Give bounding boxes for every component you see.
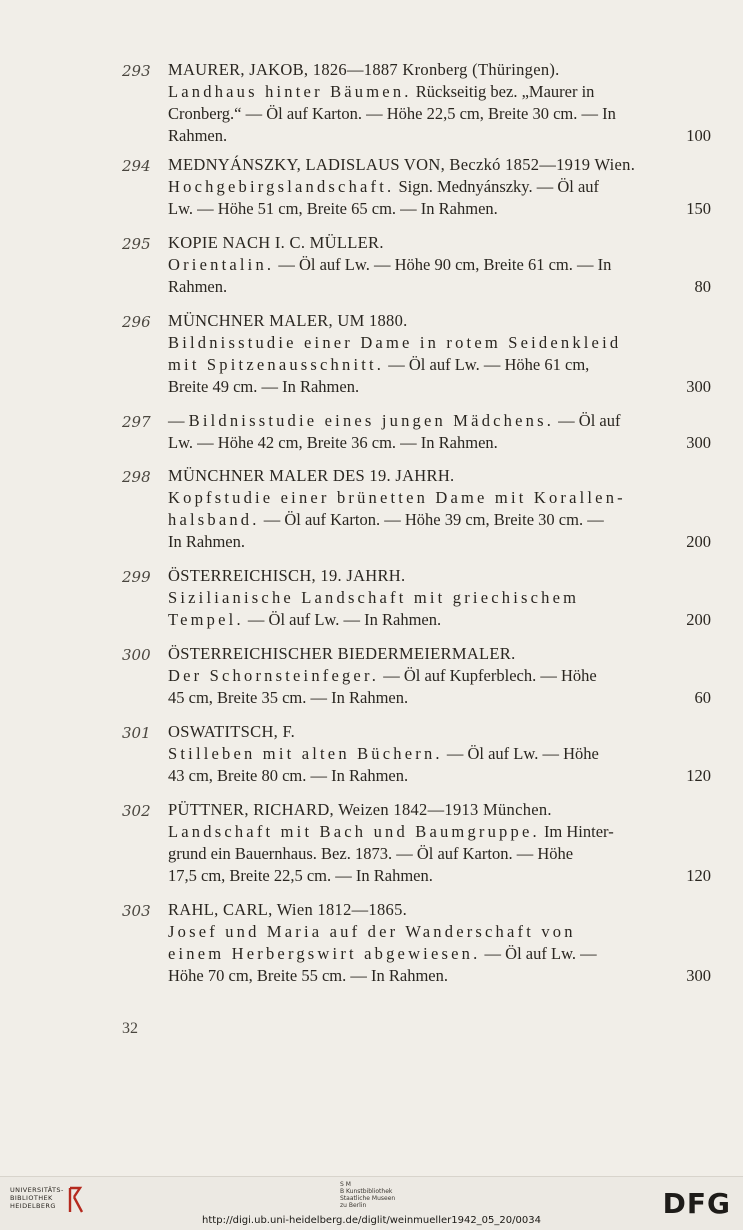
estimate-price: 300 xyxy=(686,377,711,396)
description-text: — Öl auf Lw. — Höhe 61 cm, xyxy=(384,355,590,374)
artist-header: MAURER, JAKOB, 1826—1887 Kronberg (Thüringen). xyxy=(168,60,560,79)
title-spaced: halsband. xyxy=(168,510,260,529)
estimate-price: 200 xyxy=(686,610,711,629)
description-line xyxy=(168,176,711,198)
description-line xyxy=(168,509,711,531)
description-line xyxy=(168,276,711,298)
description-text: 45 cm, Breite 35 cm. — In Rahmen. xyxy=(168,688,409,707)
estimate-price: 60 xyxy=(694,688,711,707)
lot-number: 303 xyxy=(122,902,151,920)
description-line xyxy=(168,609,711,631)
description-text: Rahmen. xyxy=(168,126,228,145)
artist-header: PÜTTNER, RICHARD, Weizen 1842—1913 München. xyxy=(168,800,552,819)
stamp-line: zu Berlin xyxy=(340,1202,367,1209)
description-line xyxy=(168,865,711,887)
estimate-price: 80 xyxy=(694,277,711,296)
title-spaced: Landschaft mit Bach und Baumgruppe. xyxy=(168,822,540,841)
description-text: Cronberg.“ — Öl auf Karton. — Höhe 22,5 cm, Breite 30 cm. — In xyxy=(168,104,616,123)
lot-number: 296 xyxy=(122,313,151,331)
description-line xyxy=(168,687,711,709)
stamp-line: S M xyxy=(340,1181,351,1188)
lot-number: 300 xyxy=(122,646,151,664)
lot-number: 299 xyxy=(122,568,151,586)
description-line xyxy=(168,765,711,787)
lot-number: 298 xyxy=(122,468,151,486)
description-text: Breite 49 cm. — In Rahmen. xyxy=(168,377,360,396)
artist-header: ÖSTERREICHISCHER BIEDERMEIERMALER. xyxy=(168,644,516,663)
artist-header: MÜNCHNER MALER DES 19. JAHRH. xyxy=(168,466,455,485)
description-line xyxy=(168,743,711,765)
title-spaced: Landhaus hinter Bäumen. xyxy=(168,82,412,101)
description-text: — xyxy=(168,411,189,430)
artist-header: MEDNYÁNSZKY, LADISLAUS VON, Beczkó 1852—1919 Wien. xyxy=(168,155,636,174)
description-text: Im Hinter- xyxy=(539,822,614,841)
description-line xyxy=(168,821,711,843)
university-library-label[interactable] xyxy=(10,1186,64,1210)
description-text: — Öl auf Lw. — xyxy=(480,944,597,963)
description-line xyxy=(168,921,711,943)
university-logo-icon[interactable] xyxy=(66,1185,86,1215)
description-text: grund ein Bauernhaus. Bez. 1873. — Öl auf Karton. — Höhe xyxy=(168,844,574,863)
description-line xyxy=(168,332,711,354)
page-number: 32 xyxy=(122,1020,138,1037)
description-line xyxy=(168,665,711,687)
description-line xyxy=(168,198,711,220)
description-line xyxy=(168,376,711,398)
description-line xyxy=(168,587,711,609)
dfg-logo[interactable]: DFG xyxy=(662,1187,731,1220)
description-line xyxy=(168,965,711,987)
description-line xyxy=(168,487,711,509)
title-spaced: Kopfstudie einer brünetten Dame mit Korallen- xyxy=(168,488,626,507)
description-line xyxy=(168,843,711,865)
estimate-price: 200 xyxy=(686,532,711,551)
description-line xyxy=(168,410,711,432)
description-text: Rahmen. xyxy=(168,277,228,296)
estimate-price: 120 xyxy=(686,766,711,785)
lot-number: 294 xyxy=(122,157,151,175)
lot-number: 293 xyxy=(122,62,151,80)
description-line xyxy=(168,943,711,965)
university-line: BIBLIOTHEK xyxy=(10,1194,53,1202)
description-text: Rückseitig bez. „Maurer in xyxy=(411,82,595,101)
estimate-price: 300 xyxy=(686,966,711,985)
title-spaced: Stilleben mit alten Büchern. xyxy=(168,744,443,763)
description-text: Sign. Mednyánszky. — Öl auf xyxy=(394,177,600,196)
estimate-price: 150 xyxy=(686,199,711,218)
description-line xyxy=(168,125,711,147)
university-line: HEIDELBERG xyxy=(10,1202,56,1210)
description-text: 43 cm, Breite 80 cm. — In Rahmen. xyxy=(168,766,409,785)
description-text: — Öl auf xyxy=(554,411,621,430)
description-line xyxy=(168,432,711,454)
artist-header: OSWATITSCH, F. xyxy=(168,722,296,741)
stamp-line: B Kunstbibliothek xyxy=(340,1188,393,1195)
description-text: Lw. — Höhe 42 cm, Breite 36 cm. — In Rahmen. xyxy=(168,433,498,452)
source-url-link[interactable]: http://digi.ub.uni-heidelberg.de/diglit/weinmueller1942_05_20/0034 xyxy=(202,1215,541,1226)
description-text: 17,5 cm, Breite 22,5 cm. — In Rahmen. xyxy=(168,866,433,885)
title-spaced: Bildnisstudie eines jungen Mädchens. xyxy=(188,411,555,430)
artist-header: KOPIE NACH I. C. MÜLLER. xyxy=(168,233,384,252)
estimate-price: 100 xyxy=(686,126,711,145)
library-stamp xyxy=(340,1181,395,1209)
title-spaced: mit Spitzenausschnitt. xyxy=(168,355,385,374)
description-line xyxy=(168,103,711,125)
stamp-line: Staatliche Museen xyxy=(340,1195,396,1202)
description-text: — Öl auf Kupferblech. — Höhe xyxy=(379,666,597,685)
description-text: — Öl auf Lw. — In Rahmen. xyxy=(243,610,442,629)
title-spaced: Orientalin. xyxy=(168,255,275,274)
description-text: In Rahmen. xyxy=(168,532,245,551)
lot-number: 301 xyxy=(122,724,151,742)
description-line xyxy=(168,81,711,103)
lot-number: 302 xyxy=(122,802,151,820)
title-spaced: Bildnisstudie einer Dame in rotem Seidenkleid xyxy=(168,333,622,352)
lot-number: 295 xyxy=(122,235,151,253)
artist-header: MÜNCHNER MALER, UM 1880. xyxy=(168,311,408,330)
description-text: Lw. — Höhe 51 cm, Breite 65 cm. — In Rahmen. xyxy=(168,199,498,218)
artist-header: ÖSTERREICHISCH, 19. JAHRH. xyxy=(168,566,406,585)
title-spaced: einem Herbergswirt abgewiesen. xyxy=(168,944,481,963)
title-spaced: Sizilianische Landschaft mit griechischem xyxy=(168,588,580,607)
description-text: — Öl auf Karton. — Höhe 39 cm, Breite 30 cm. — xyxy=(259,510,604,529)
description-line xyxy=(168,254,711,276)
description-text: Höhe 70 cm, Breite 55 cm. — In Rahmen. xyxy=(168,966,448,985)
lot-number: 297 xyxy=(122,413,151,431)
title-spaced: Hochgebirgslandschaft. xyxy=(168,177,395,196)
description-text: — Öl auf Lw. — Höhe xyxy=(442,744,599,763)
description-line xyxy=(168,531,711,553)
description-text: — Öl auf Lw. — Höhe 90 cm, Breite 61 cm. — In xyxy=(274,255,612,274)
title-spaced: Der Schornsteinfeger. xyxy=(168,666,380,685)
artist-header: RAHL, CARL, Wien 1812—1865. xyxy=(168,900,408,919)
title-spaced: Josef und Maria auf der Wanderschaft von xyxy=(168,922,576,941)
estimate-price: 300 xyxy=(686,433,711,452)
estimate-price: 120 xyxy=(686,866,711,885)
university-line: UNIVERSITÄTS- xyxy=(10,1186,64,1194)
title-spaced: Tempel. xyxy=(168,610,244,629)
description-line xyxy=(168,354,711,376)
